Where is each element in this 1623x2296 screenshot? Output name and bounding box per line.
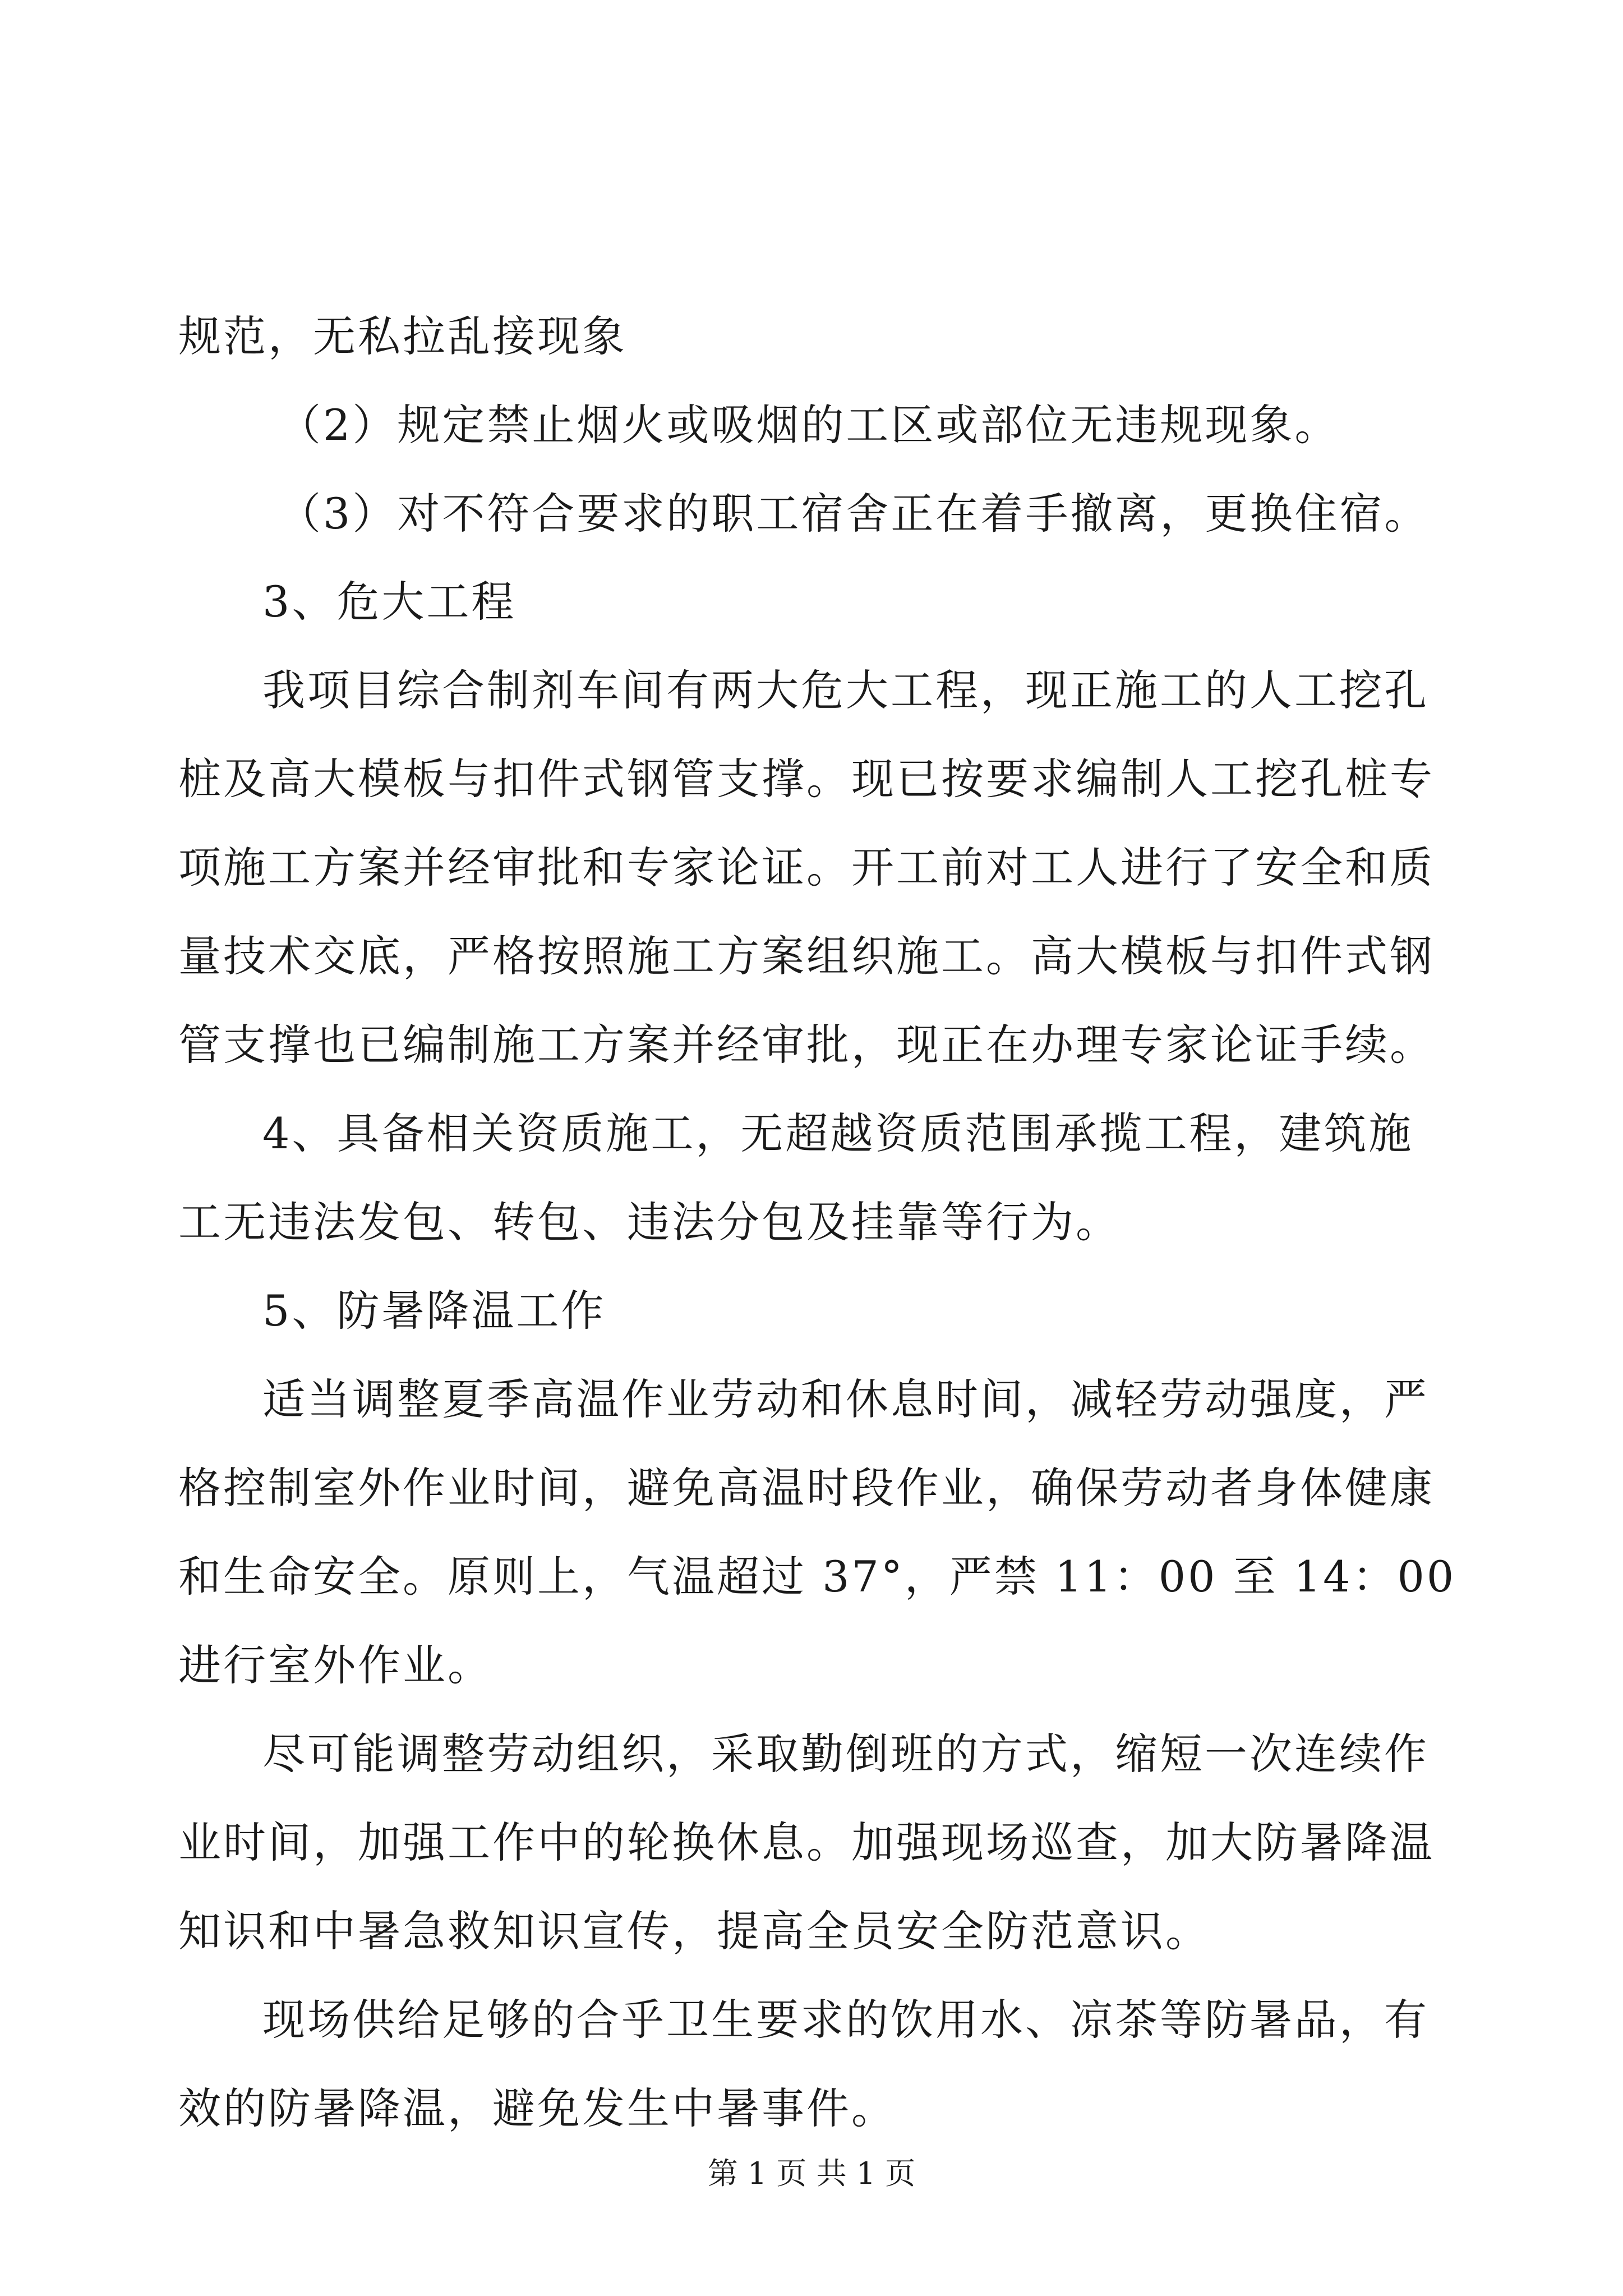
text-line: 格控制室外作业时间，避免高温时段作业，确保劳动者身体健康 [178, 1463, 1435, 1513]
section-heading: 5、防暑降温工作 [262, 1286, 606, 1336]
text-line: 管支撑也已编制施工方案并经审批，现正在办理专家论证手续。 [178, 1020, 1435, 1070]
page-footer: 第 1 页 共 1 页 [707, 2156, 916, 2191]
text-line: 知识和中暑急救知识宣传，提高全员安全防范意识。 [178, 1906, 1210, 1956]
text-line: 进行室外作业。 [178, 1640, 492, 1690]
section-heading: 3、危大工程 [262, 577, 517, 627]
text-line: （2）规定禁止烟火或吸烟的工区或部位无违规现象。 [278, 400, 1340, 450]
text-line: 业时间，加强工作中的轮换休息。加强现场巡查，加大防暑降温 [178, 1818, 1435, 1867]
text-line: 项施工方案并经审批和专家论证。开工前对工人进行了安全和质 [178, 843, 1435, 892]
text-line: （3）对不符合要求的职工宿舍正在着手撤离，更换住宿。 [278, 489, 1430, 539]
text-line: 桩及高大模板与扣件式钢管支撑。现已按要求编制人工挖孔桩专 [178, 754, 1435, 804]
text-line: 规范，无私拉乱接现象 [178, 311, 627, 361]
text-line: 适当调整夏季高温作业劳动和休息时间，减轻劳动强度，严 [262, 1374, 1429, 1424]
text-line: 我项目综合制剂车间有两大危大工程，现正施工的人工挖孔 [262, 665, 1429, 715]
text-line: 尽可能调整劳动组织，采取勤倒班的方式，缩短一次连续作 [262, 1729, 1429, 1779]
text-line: 量技术交底，严格按照施工方案组织施工。高大模板与扣件式钢 [178, 931, 1435, 981]
text-line: 和生命安全。原则上，气温超过 37°，严禁 11：00 至 14：00 [178, 1552, 1456, 1602]
text-line: 工无违法发包、转包、违法分包及挂靠等行为。 [178, 1197, 1121, 1247]
text-line: 效的防暑降温，避免发生中暑事件。 [178, 2083, 896, 2133]
text-line: 现场供给足够的合乎卫生要求的饮用水、凉茶等防暑品，有 [262, 1995, 1429, 2045]
text-line: 4、具备相关资质施工，无超越资质范围承揽工程，建筑施 [262, 1108, 1414, 1158]
